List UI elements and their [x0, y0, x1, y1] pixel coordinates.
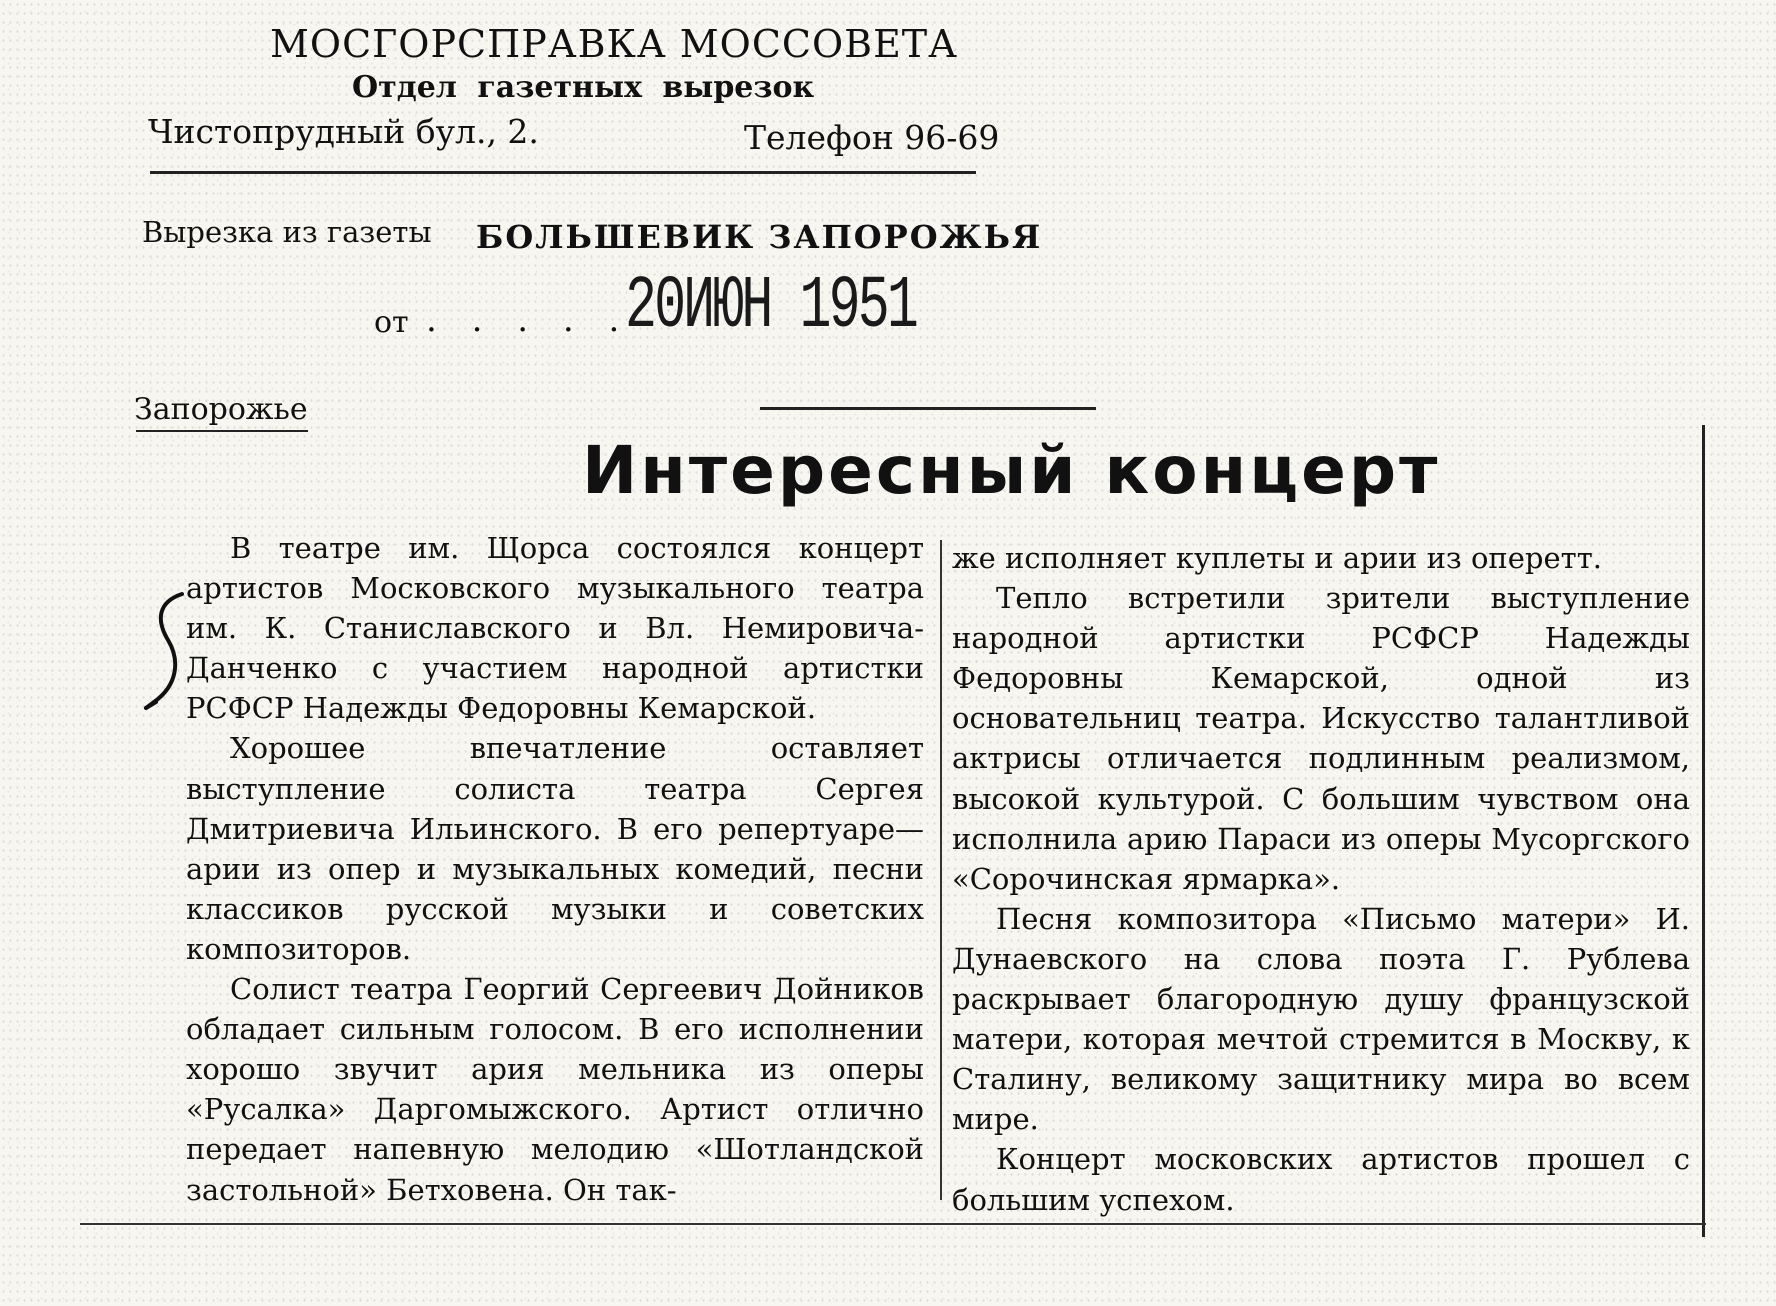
agency-phone: Телефон 96-69 [744, 118, 1000, 157]
article-city: Запорожье [134, 392, 308, 427]
article-paragraph: же исполняет куплеты и арии из оперетт. [952, 541, 1602, 575]
article-paragraph: Песня композитора «Письмо матери» И. Дунаевского на слова поэта Г. Рублева раскрывает благородную душу французской матери, которая мечтой стремится в Москву, к Сталину, великому защитнику мира во всем мире. [952, 901, 1690, 1137]
agency-name: МОСГОРСПРАВКА МОССОВЕТА [270, 22, 958, 66]
article-left-column [186, 528, 924, 1210]
clipping-label: Вырезка из газеты [142, 215, 432, 249]
date-dots: . . . . . [426, 300, 632, 340]
clipping-right-edge [1702, 425, 1705, 1237]
date-prefix: от [374, 305, 409, 340]
column-divider [940, 540, 942, 1200]
article-paragraph: Хорошее впечатление оставляет выступление солиста театра Сергея Дмитриевича Ильинского. В его репертуаре—арии из опер и музыкальных комедий, песни классиков русской музыки и советских композиторов. [186, 731, 924, 966]
article-right-column [952, 538, 1690, 1220]
newspaper-name: БОЛЬШЕВИК ЗАПОРОЖЬЯ [476, 218, 1043, 256]
agency-address: Чистопрудный бул., 2. [148, 112, 539, 151]
article-paragraph: Солист театра Георгий Сергеевич Дойников обладает сильным голосом. В его исполнении хорошо звучит ария мельника из оперы «Русалка» Даргомыжского. Артист отлично передает напевную мелодию «Шотландской застольной» Бетховена. Он так- [186, 972, 924, 1207]
headline-rule [760, 407, 1096, 410]
article-headline: Интересный концерт [582, 432, 1441, 509]
article-paragraph: Тепло встретили зрители выступление народной артистки РСФСР Надежды Федоровны Кемарской, одной из основательниц театра. Искусство талантливой актрисы отличается подлинным реализмом, высокой культурой. С большим чувством она исполнила арию Параси из оперы Мусоргского «Сорочинская ярмарка». [952, 581, 1690, 896]
article-paragraph: Концерт московских артистов прошел с большим успехом. [952, 1142, 1690, 1217]
city-underline [136, 430, 308, 432]
header-divider [150, 171, 976, 174]
date-stamp: 20ИЮН 1951 [625, 265, 916, 349]
department-name: Отдел газетных вырезок [352, 70, 815, 105]
article-paragraph: В театре им. Щорса состоялся концерт артистов Московского музыкального театра им. К. Станиславского и Вл. Немировича-Данченко с участием народной артистки РСФСР Надежды Федоровны Кемарской. [186, 531, 924, 726]
clipping-bottom-edge [80, 1223, 1706, 1225]
